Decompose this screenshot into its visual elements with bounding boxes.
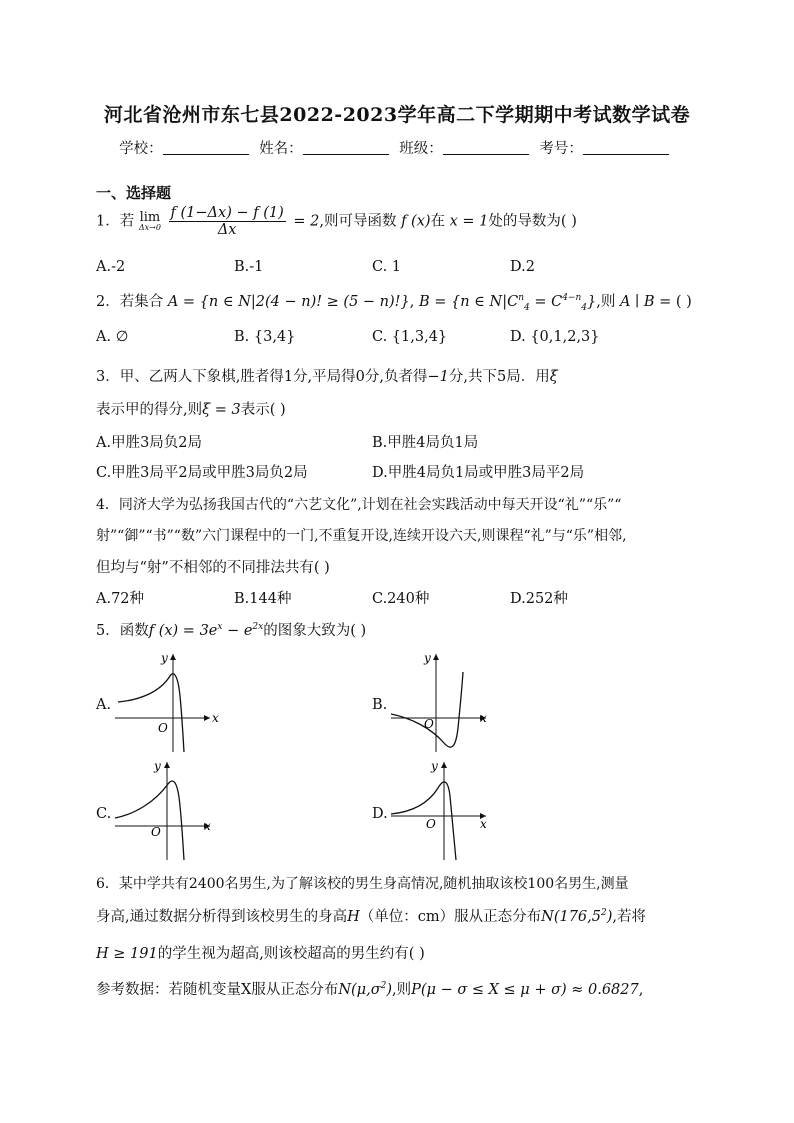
q4-option-d[interactable]: D.252种	[510, 591, 568, 607]
q1-end: 处的导数为( )	[488, 213, 577, 230]
q1-eq: = 2	[293, 213, 320, 230]
question-4-line-2: 射”“御”“书”“数”六门课程中的一门,不重复开设,连续开设六天,则课程“礼”与“乐”相邻,	[96, 528, 627, 544]
q3-text-2a: 表示甲的得分,则	[96, 402, 203, 418]
q4-option-b[interactable]: B.144种	[234, 591, 292, 607]
q2-set-b-end: }	[587, 294, 597, 310]
q1-mid: ,则可导函数	[319, 213, 397, 230]
q5-prefix: 5．函数	[96, 623, 149, 639]
graph-b-x-label: x	[480, 711, 487, 725]
q2-set-b	[418, 293, 597, 313]
q6-normal	[541, 909, 612, 925]
class-label: 班级：	[399, 141, 443, 157]
q6-ref-end: ,	[638, 982, 644, 998]
q3-neg: −1	[427, 369, 449, 385]
graph-d-curve	[391, 782, 456, 860]
q6-ref-N: N(μ,σ	[338, 982, 381, 998]
class-blank[interactable]	[443, 140, 529, 155]
graph-d-origin-label: O	[426, 817, 436, 831]
q3-option-c[interactable]: C.甲胜3局平2局或甲胜3局负2局	[96, 465, 308, 481]
q1-fx: f (x)	[401, 213, 431, 230]
q2-option-b[interactable]: B. {3,4}	[234, 329, 296, 345]
number-label: 考号：	[539, 141, 583, 157]
question-3-line-1	[96, 365, 558, 386]
q2-prefix: 2．若集合	[96, 294, 164, 310]
q1-limit	[139, 211, 161, 232]
graph-d-label[interactable]: D.	[372, 806, 388, 822]
q1-numerator: f (1−Δx) − f (1)	[170, 205, 284, 221]
q5-func-b: − e	[222, 623, 253, 639]
q2-set-b-eq: = C	[529, 294, 563, 310]
name-blank[interactable]	[303, 140, 389, 155]
q6-ref-p: P(μ − σ ≤ X ≤ μ + σ) ≈ 0.6827	[411, 982, 639, 998]
q2-sub1: 4	[523, 302, 530, 313]
q2-option-d[interactable]: D. {0,1,2,3}	[510, 329, 600, 345]
graph-a-x-arrow	[204, 715, 210, 721]
q2-expr: A ∣ B	[619, 294, 655, 310]
q6-text-3b: 的学生视为超高,则该校超高的男生约有( )	[157, 946, 425, 962]
graph-c[interactable]	[110, 756, 220, 864]
q2-end: = ( )	[654, 294, 692, 310]
graph-a-x-label: x	[212, 711, 219, 725]
question-4-line-1: 4．同济大学为弘扬我国古代的“六艺文化”,计划在社会实践活动中每天开设“礼”“乐”“	[96, 497, 622, 513]
section-heading: 一、选择题	[96, 184, 172, 202]
graph-d-y-label: y	[431, 759, 438, 773]
graph-b-y-arrow	[433, 654, 439, 660]
graph-c-curve	[115, 781, 184, 860]
question-6-line-3	[96, 942, 425, 963]
q3-text-2b: 表示( )	[240, 402, 286, 418]
graph-d-x-label: x	[480, 817, 487, 831]
q2-sep: ,	[409, 294, 415, 310]
graph-b[interactable]	[386, 648, 496, 756]
q1-lim-word: lim	[139, 210, 161, 225]
graph-b-origin-label: O	[424, 717, 434, 731]
school-blank[interactable]	[163, 140, 249, 155]
question-5	[96, 619, 366, 640]
q2-option-c[interactable]: C. {1,3,4}	[372, 329, 448, 345]
q6-ref-N-sup: 2	[380, 981, 387, 992]
graph-c-y-arrow	[164, 762, 170, 768]
q5-sup1: x	[217, 622, 223, 633]
graph-a-label[interactable]: A.	[96, 697, 112, 713]
q1-option-c[interactable]: C. 1	[372, 259, 402, 275]
graph-a-origin-label: O	[158, 721, 168, 735]
q6-text-2b: （单位：cm）服从正态分布	[359, 909, 542, 925]
q2-sup2: 4−n	[562, 293, 582, 304]
q6-ref-a: 参考数据：若随机变量X服从正态分布	[96, 982, 339, 998]
question-1	[96, 205, 577, 238]
page-title: 河北省沧州市东七县2022-2023学年高二下学期期中考试数学试卷	[103, 104, 691, 126]
q5-end: 的图象大致为( )	[263, 623, 367, 639]
q4-option-a[interactable]: A.72种	[96, 591, 145, 607]
q6-H: H	[347, 909, 360, 925]
q2-tail: ,则	[596, 294, 616, 310]
student-info-row	[0, 137, 794, 158]
question-6-line-2	[96, 905, 646, 926]
q1-fraction	[169, 205, 286, 238]
graph-a-y-label: y	[161, 651, 168, 665]
school-label: 学校：	[119, 141, 163, 157]
name-label: 姓名：	[259, 141, 303, 157]
q6-text-2c: ,若将	[612, 909, 647, 925]
q6-ref-N-end: )	[386, 982, 393, 998]
q6-ref-normal	[338, 982, 392, 998]
question-6-reference	[96, 978, 643, 999]
graph-c-y-label: y	[154, 759, 161, 773]
q6-text-2a: 身高,通过数据分析得到该校男生的身高	[96, 909, 348, 925]
question-6-line-1: 6．某中学共有2400名男生,为了解该校的男生身高情况,随机抽取该校100名男生,测量	[96, 876, 629, 892]
q4-option-c[interactable]: C.240种	[372, 591, 430, 607]
q2-set-a: A = {n ∈ N|2(4 − n)! ≥ (5 − n)!}	[167, 294, 410, 310]
graph-a-y-arrow	[170, 654, 176, 660]
q6-N-sup: 2	[601, 908, 607, 919]
graph-b-y-label: y	[424, 651, 431, 665]
graph-c-label[interactable]: C.	[96, 806, 112, 822]
q2-set-b-start: B = {n ∈ N|C	[418, 294, 519, 310]
graph-c-x-label: x	[204, 819, 211, 833]
q6-text-3a: H ≥ 191	[96, 946, 158, 962]
graph-b-curve	[391, 672, 463, 747]
q1-option-b[interactable]: B.-1	[234, 259, 264, 275]
q6-ref-b: ,则	[392, 982, 412, 998]
q5-func-a: f (x) = 3e	[148, 623, 218, 639]
q3-xieq: ξ = 3	[202, 402, 241, 418]
q1-option-a[interactable]: A.-2	[96, 259, 126, 275]
q2-option-a[interactable]: A. ∅	[96, 329, 129, 345]
q1-prefix: 1．若	[96, 213, 135, 230]
graph-c-origin-label: O	[151, 825, 161, 839]
q5-sup2: 2x	[252, 622, 264, 633]
q1-denominator: Δx	[217, 222, 237, 238]
q1-xeq: x = 1	[449, 213, 489, 230]
question-4-line-3: 但均与“射”不相邻的不同排法共有( )	[96, 560, 330, 576]
q2-sub2: 4	[581, 302, 587, 313]
q5-function	[149, 623, 264, 639]
q6-N: N(176,5	[541, 909, 601, 925]
q3-text-1: 3．甲、乙两人下象棋,胜者得1分,平局得0分,负者得	[96, 369, 428, 385]
q6-N-end: )	[606, 909, 613, 925]
q3-option-d[interactable]: D.甲胜4局负1局或甲胜3局平2局	[372, 465, 585, 481]
number-blank[interactable]	[583, 140, 669, 155]
graph-d[interactable]	[386, 756, 496, 864]
q3-xi: ξ	[549, 369, 558, 385]
q1-lim-sub: Δx→0	[138, 223, 161, 232]
graph-a-curve	[118, 674, 184, 752]
graph-a[interactable]	[110, 648, 220, 756]
graph-d-y-arrow	[441, 762, 447, 768]
question-3-line-2	[96, 398, 286, 419]
q1-mid2: 在	[430, 213, 446, 230]
q3-text-1b: 分,共下5局．用	[448, 369, 550, 385]
q1-option-d[interactable]: D.2	[510, 259, 535, 275]
question-2	[96, 290, 692, 313]
q3-option-a[interactable]: A.甲胜3局负2局	[96, 435, 203, 451]
q3-option-b[interactable]: B.甲胜4局负1局	[372, 435, 479, 451]
q2-sup1: n	[518, 293, 524, 304]
graph-b-label[interactable]: B.	[372, 697, 388, 713]
